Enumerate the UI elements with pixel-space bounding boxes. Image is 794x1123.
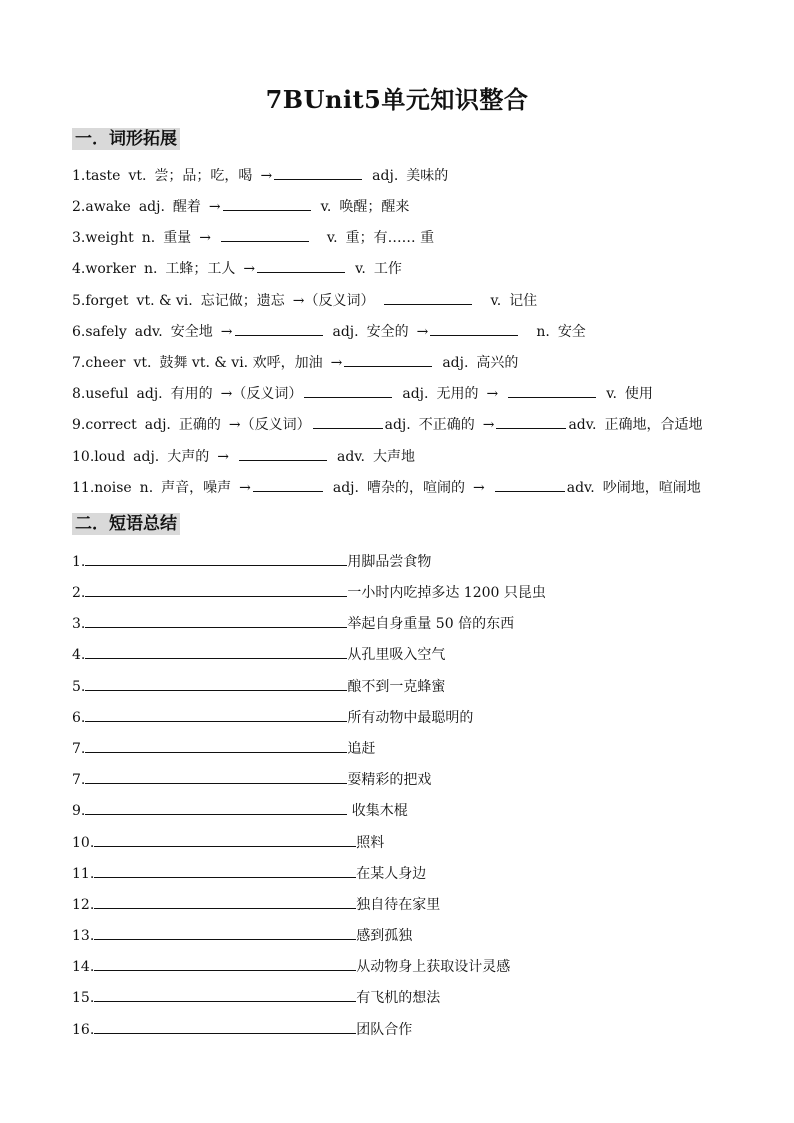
text-segment: →（反义词） (228, 417, 311, 433)
phrase-item-2 (72, 581, 546, 603)
text-segment: vt. (128, 168, 147, 184)
answer-blank[interactable] (344, 352, 432, 367)
answer-line[interactable] (85, 675, 347, 691)
text-segment: 1. (72, 554, 86, 570)
text-segment: 正确的 (178, 417, 221, 433)
phrase-item-3 (72, 612, 514, 634)
text-segment: adj. (332, 480, 359, 496)
text-segment: 大声地 (373, 449, 416, 465)
text-segment: 11. (72, 480, 95, 496)
text-segment: 感到孤独 (356, 928, 413, 944)
text-segment: 所有动物中最聪明的 (347, 710, 474, 726)
text-segment: 5. (72, 679, 86, 695)
phrase-item-4 (72, 643, 445, 665)
phrase-item-7 (72, 737, 375, 759)
text-segment: 照料 (356, 835, 385, 851)
text-segment: forget (85, 293, 129, 309)
text-segment: useful (85, 386, 129, 402)
text-segment: adj. (136, 386, 163, 402)
text-segment: 2. (72, 585, 86, 601)
section-heading-phrases: 二．短语总结 (72, 513, 180, 535)
text-segment: 美味的 (406, 168, 449, 184)
text-segment: →（反义词） (220, 386, 303, 402)
text-segment: → (416, 324, 429, 340)
text-segment: adj. (402, 386, 429, 402)
answer-line[interactable] (85, 643, 347, 659)
answer-line[interactable] (85, 799, 347, 815)
answer-line[interactable] (94, 862, 356, 878)
text-segment: 6. (72, 710, 86, 726)
answer-line[interactable] (85, 768, 347, 784)
text-segment: 重；有…… 重 (345, 230, 435, 246)
text-segment: n. (139, 480, 154, 496)
text-segment: 举起自身重量 50 倍的东西 (347, 616, 515, 632)
text-segment: 7. (72, 772, 86, 788)
phrase-item-10 (72, 831, 384, 853)
text-segment: 安全的 (366, 324, 409, 340)
text-segment: → (486, 386, 499, 402)
answer-blank[interactable] (239, 446, 327, 461)
word-form-item-8 (72, 383, 653, 405)
text-segment: → (260, 168, 273, 184)
text-segment: awake (85, 199, 131, 215)
answer-line[interactable] (94, 831, 356, 847)
text-segment: v. (490, 293, 502, 309)
text-segment: 尝；品；吃，喝 (154, 168, 253, 184)
text-segment: 重量 (163, 230, 192, 246)
text-segment: → (243, 261, 256, 277)
text-segment: 16. (72, 1022, 95, 1038)
text-segment: →（反义词） (292, 293, 375, 309)
word-form-item-1 (72, 165, 448, 187)
text-segment: 高兴的 (476, 355, 519, 371)
text-segment: 安全地 (170, 324, 213, 340)
text-segment: 忘记做；遗忘 (200, 293, 285, 309)
answer-blank[interactable] (495, 477, 565, 492)
text-segment: 鼓舞 vt. & vi. 欢呼，加油 (159, 355, 323, 371)
answer-blank[interactable] (496, 414, 566, 429)
text-segment: 有飞机的想法 (356, 990, 441, 1006)
phrase-item-5 (72, 675, 445, 697)
text-segment: adj. (133, 449, 160, 465)
answer-blank[interactable] (313, 414, 383, 429)
text-segment: 3. (72, 616, 86, 632)
phrase-item-8 (72, 768, 431, 790)
answer-line[interactable] (94, 986, 356, 1002)
text-segment: 追赶 (347, 741, 376, 757)
text-segment: v. (355, 261, 366, 277)
answer-line[interactable] (85, 612, 347, 628)
text-segment: 14. (72, 959, 95, 975)
text-segment: 1. (72, 168, 86, 184)
text-segment: 10. (72, 835, 95, 851)
text-segment: adj. (384, 417, 411, 433)
text-segment: 15. (72, 990, 95, 1006)
word-form-item-7 (72, 352, 518, 374)
text-segment: 13. (72, 928, 95, 944)
answer-blank[interactable] (384, 290, 472, 305)
text-segment: safely (85, 324, 127, 340)
text-segment: 无用的 (436, 386, 479, 402)
text-segment: vt. & vi. (136, 293, 193, 309)
text-segment: adj. (442, 355, 469, 371)
text-segment: 一小时内吃掉多达 1200 只昆虫 (347, 585, 546, 601)
text-segment: 团队合作 (356, 1022, 413, 1038)
text-segment: → (330, 355, 343, 371)
text-segment: 11. (72, 866, 95, 882)
word-form-item-11 (72, 477, 701, 499)
answer-line[interactable] (94, 1018, 356, 1034)
text-segment: 吵闹地，喧闹地 (602, 480, 701, 496)
phrase-item-9 (72, 799, 408, 821)
word-form-item-10 (72, 446, 415, 468)
text-segment: adv. (134, 324, 163, 340)
text-segment: adj. (372, 168, 399, 184)
text-segment: adj. (144, 417, 171, 433)
text-segment: n. (143, 261, 158, 277)
phrase-item-14 (72, 955, 510, 977)
phrase-item-1 (72, 550, 431, 572)
page-title: 7BUnit5单元知识整合 (265, 85, 529, 114)
text-segment: 6. (72, 324, 86, 340)
text-segment: 在某人身边 (356, 866, 427, 882)
answer-line[interactable] (85, 581, 347, 597)
text-segment: n. (536, 324, 550, 340)
text-segment: 工蜂；工人 (165, 261, 236, 277)
answer-blank[interactable] (223, 196, 311, 211)
answer-line[interactable] (85, 737, 347, 753)
text-segment: weight (85, 230, 134, 246)
answer-blank[interactable] (274, 165, 362, 180)
text-segment: → (199, 230, 211, 246)
text-segment: 独自待在家里 (356, 897, 441, 913)
text-segment: v. (326, 230, 338, 246)
word-form-item-4 (72, 258, 402, 280)
answer-blank[interactable] (304, 383, 392, 398)
text-segment: 4. (72, 647, 86, 663)
text-segment: n. (141, 230, 156, 246)
answer-blank[interactable] (221, 227, 309, 242)
text-segment: 醒着 (172, 199, 201, 215)
text-segment: v. (606, 386, 617, 402)
text-segment: 大声的 (167, 449, 210, 465)
text-segment: 2. (72, 199, 86, 215)
text-segment: → (239, 480, 251, 496)
text-segment: taste (85, 168, 121, 184)
text-segment: 3. (72, 230, 86, 246)
text-segment: adv. (337, 449, 366, 465)
text-segment: → (220, 324, 233, 340)
text-segment: 用脚品尝食物 (347, 554, 432, 570)
answer-blank[interactable] (430, 321, 518, 336)
section-heading-word-forms: 一．词形拓展 (72, 128, 180, 150)
text-segment: 10. (72, 449, 95, 465)
text-segment: vt. (133, 355, 152, 371)
phrase-item-13 (72, 924, 412, 946)
text-segment: 声音，噪声 (161, 480, 232, 496)
phrase-item-16 (72, 1018, 412, 1040)
text-segment: 7. (72, 741, 86, 757)
text-segment: 8. (72, 386, 86, 402)
answer-line[interactable] (85, 706, 347, 722)
word-form-item-2 (72, 196, 409, 218)
answer-blank[interactable] (235, 321, 323, 336)
text-segment: → (482, 417, 495, 433)
text-segment: 4. (72, 261, 86, 277)
answer-line[interactable] (94, 893, 356, 909)
word-form-item-5 (72, 290, 537, 312)
text-segment: → (217, 449, 229, 465)
text-segment: 使用 (624, 386, 653, 402)
text-segment: 有用的 (170, 386, 213, 402)
answer-line[interactable] (85, 550, 347, 566)
text-segment: cheer (85, 355, 126, 371)
word-form-item-9 (72, 414, 702, 436)
phrase-item-11 (72, 862, 426, 884)
text-segment: 收集木棍 (347, 803, 408, 819)
answer-line[interactable] (94, 955, 356, 971)
text-segment: 12. (72, 897, 95, 913)
text-segment: 从动物身上获取设计灵感 (356, 959, 511, 975)
text-segment: loud (94, 449, 126, 465)
word-form-item-3 (72, 227, 434, 249)
text-segment: 7. (72, 355, 86, 371)
text-segment: 嘈杂的，喧闹的 (366, 480, 465, 496)
text-segment: adj. (138, 199, 165, 215)
text-segment: 正确地，合适地 (604, 417, 703, 433)
answer-blank[interactable] (508, 383, 596, 398)
phrase-item-12 (72, 893, 440, 915)
text-segment: → (208, 199, 221, 215)
text-segment: adv. (568, 417, 597, 433)
word-form-item-6 (72, 321, 586, 343)
text-segment: 不正确的 (418, 417, 475, 433)
text-segment: adj. (332, 324, 359, 340)
answer-blank[interactable] (253, 477, 323, 492)
text-segment: 从孔里吸入空气 (347, 647, 446, 663)
text-segment: worker (85, 261, 136, 277)
text-segment: v. (320, 199, 332, 215)
text-segment: 工作 (373, 261, 402, 277)
text-segment: adv. (566, 480, 595, 496)
text-segment: 9. (72, 803, 86, 819)
text-segment: → (472, 480, 485, 496)
text-segment: 安全 (557, 324, 586, 340)
text-segment: 唤醒；醒来 (339, 199, 410, 215)
text-segment: 5. (72, 293, 86, 309)
phrase-item-6 (72, 706, 473, 728)
text-segment: 耍精彩的把戏 (347, 772, 432, 788)
answer-blank[interactable] (257, 258, 345, 273)
text-segment: correct (85, 417, 137, 433)
phrase-item-15 (72, 986, 440, 1008)
text-segment: noise (94, 480, 132, 496)
text-segment: 酿不到一克蜂蜜 (347, 679, 446, 695)
text-segment: 9. (72, 417, 86, 433)
text-segment: 记住 (509, 293, 538, 309)
answer-line[interactable] (94, 924, 356, 940)
